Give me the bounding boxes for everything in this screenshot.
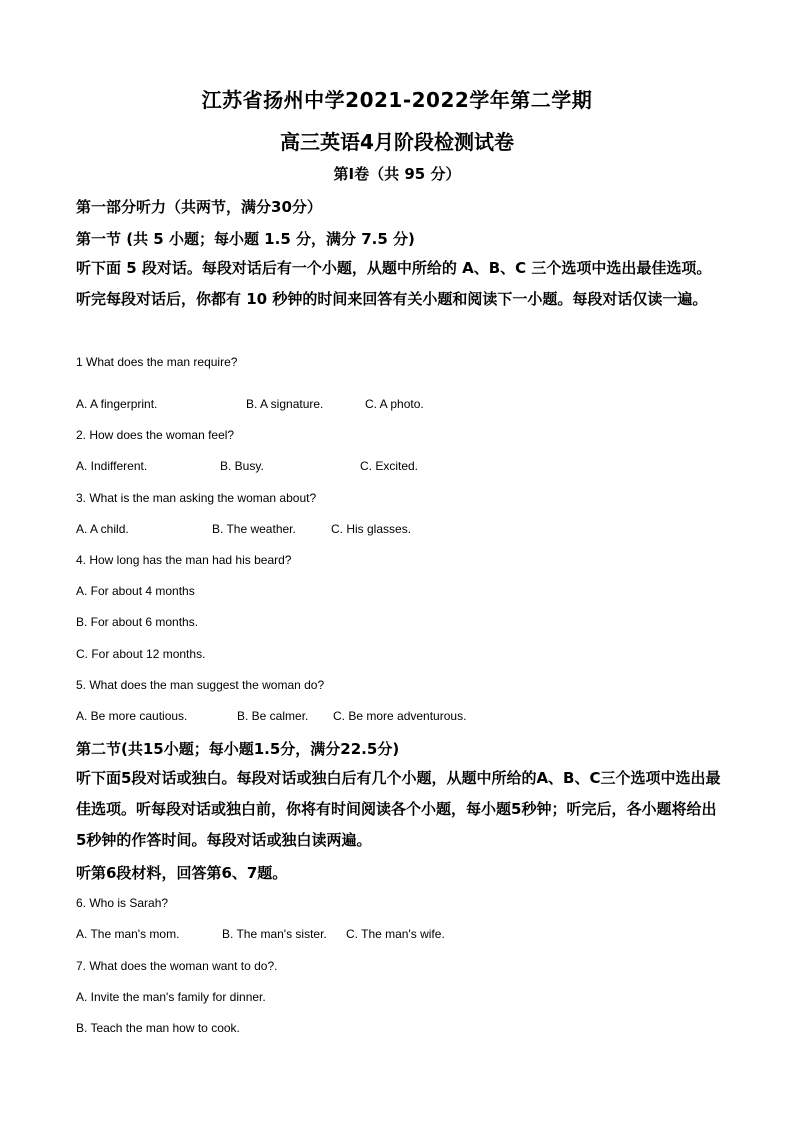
volume-heading: 第Ⅰ卷（共 95 分） — [333, 165, 461, 183]
option-c: C. For about 12 months. — [76, 647, 206, 661]
section2-instructions: 听下面5段对话或独白。每段对话或独白后有几个小题，从题中所给的A、B、C三个选项中选出最佳选项。听每段对话或独白前，你将有时间阅读各个小题，每小题5秒钟；听完后，各小题将给出5秒钟的作答时间。每段对话或独白读两遍。 — [76, 769, 721, 849]
option-b: B. For about 6 months. — [76, 615, 199, 629]
question-stem: 7. What does the woman want to do?. — [76, 959, 278, 973]
question-stem: 1 What does the man require? — [76, 355, 238, 369]
question-stem: 6. Who is Sarah? — [76, 896, 169, 910]
option-c: C. A photo. — [365, 397, 424, 411]
option-b: B. A signature. — [246, 397, 324, 411]
option-a: A. A child. — [76, 522, 129, 536]
material-note: 听第6段材料，回答第6、7题。 — [76, 864, 288, 882]
option-a: A. Invite the man's family for dinner. — [76, 990, 266, 1004]
part1-heading: 第一部分听力（共两节，满分30分） — [76, 198, 322, 216]
option-a: A. The man's mom. — [76, 927, 180, 941]
question-stem: 2. How does the woman feel? — [76, 428, 235, 442]
question-stem: 3. What is the man asking the woman about? — [76, 491, 317, 505]
option-c: C. Excited. — [360, 459, 419, 473]
option-b: B. Busy. — [220, 459, 264, 473]
option-b: B. The man's sister. — [222, 927, 327, 941]
exam-subtitle: 高三英语4月阶段检测试卷 — [280, 130, 514, 154]
option-b: B. The weather. — [212, 522, 296, 536]
option-c: C. The man's wife. — [346, 927, 445, 941]
option-b: B. Teach the man how to cook. — [76, 1021, 240, 1035]
option-c: C. Be more adventurous. — [333, 709, 467, 723]
question-stem: 5. What does the man suggest the woman do? — [76, 678, 325, 692]
option-c: C. His glasses. — [331, 522, 412, 536]
option-a: A. A fingerprint. — [76, 397, 158, 411]
option-b: B. Be calmer. — [237, 709, 309, 723]
section2-heading: 第二节(共15小题；每小题1.5分，满分22.5分) — [76, 740, 400, 758]
option-a: A. Be more cautious. — [76, 709, 188, 723]
exam-title: 江苏省扬州中学2021-2022学年第二学期 — [201, 88, 593, 112]
section1-instructions: 听下面 5 段对话。每段对话后有一个小题，从题中所给的 A、B、C 三个选项中选出最佳选项。听完每段对话后，你都有 10 秒钟的时间来回答有关小题和阅读下一小题。每段对话仅读一遍。 — [76, 259, 712, 308]
option-a: A. Indifferent. — [76, 459, 148, 473]
option-a: A. For about 4 months — [76, 584, 195, 598]
section1-heading: 第一节 (共 5 小题；每小题 1.5 分，满分 7.5 分) — [76, 230, 415, 248]
question-stem: 4. How long has the man had his beard? — [76, 553, 292, 567]
